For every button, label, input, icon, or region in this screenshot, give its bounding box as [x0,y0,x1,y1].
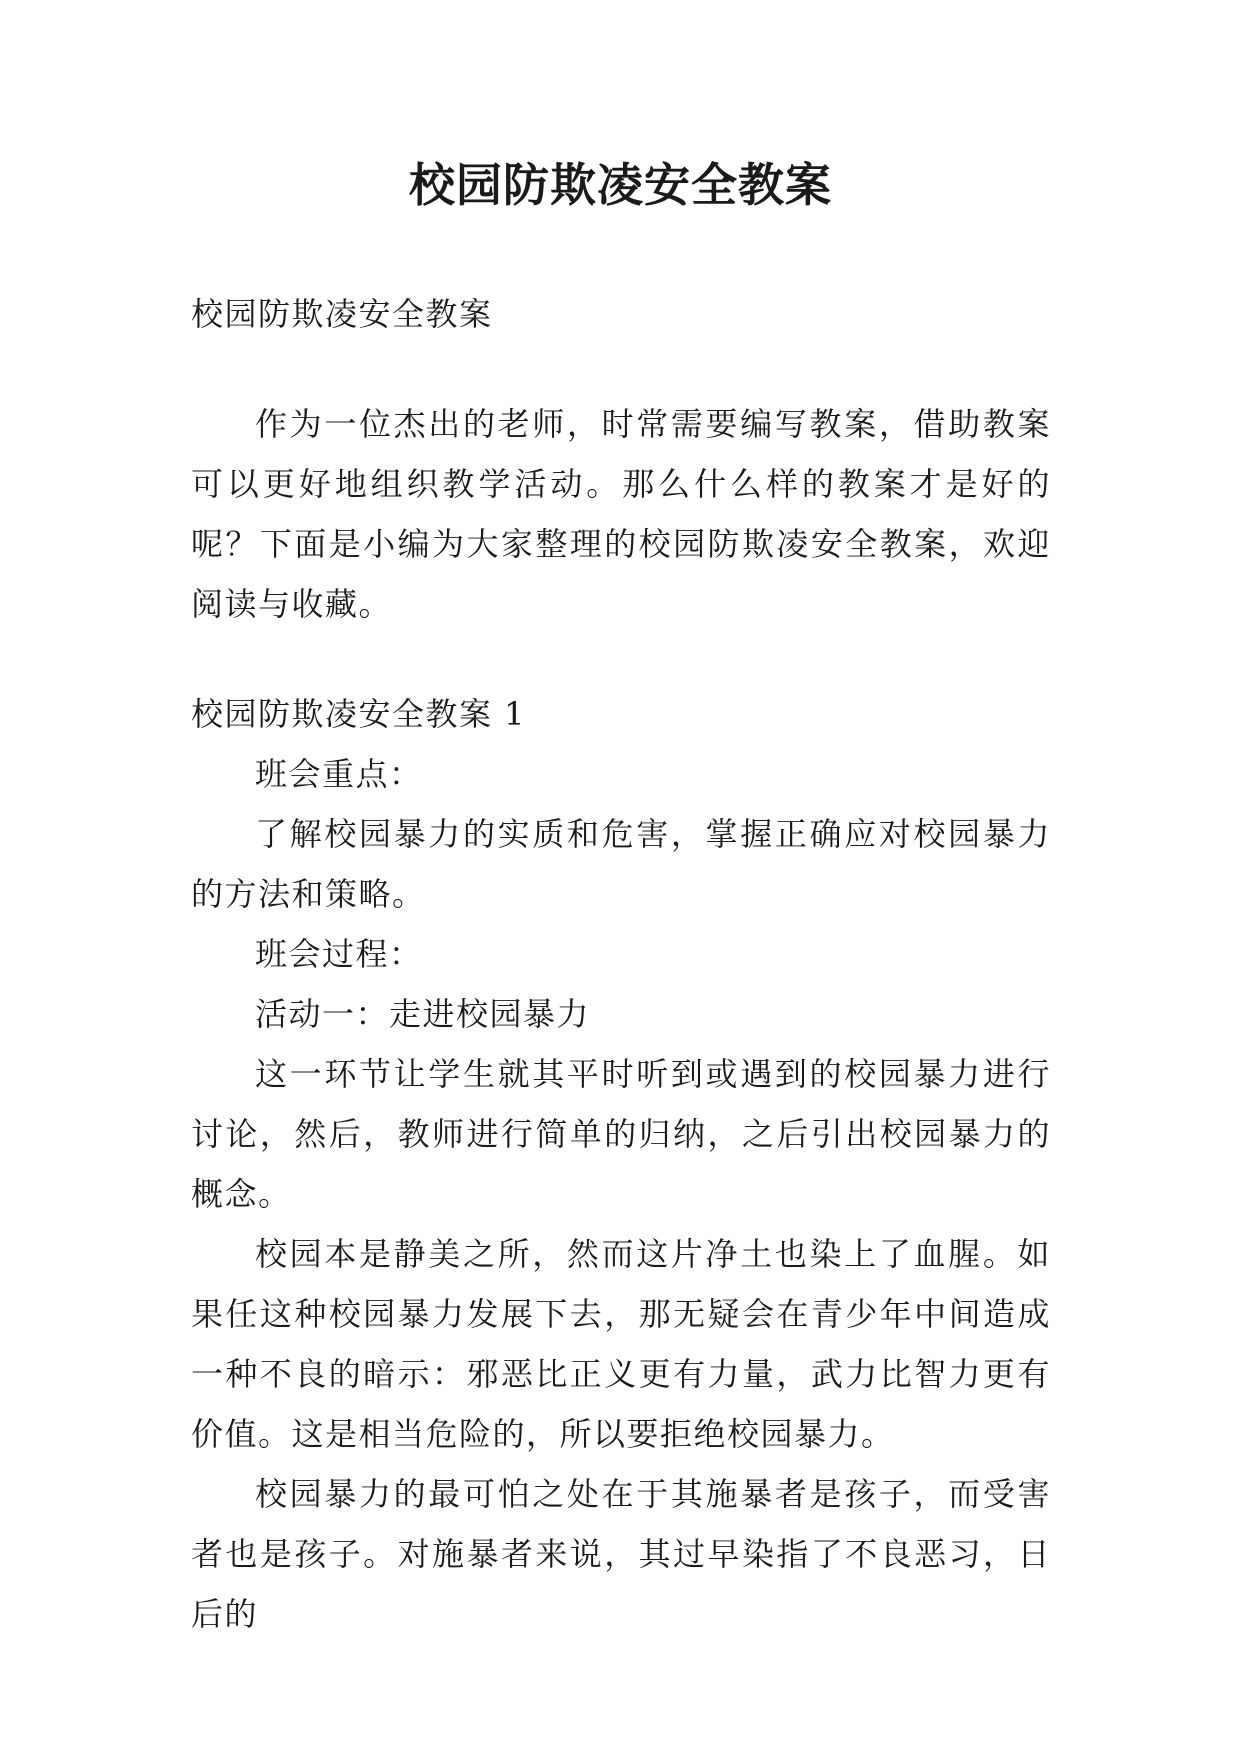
intro-paragraph: 作为一位杰出的老师，时常需要编写教案，借助教案可以更好地组织教学活动。那么什么样的教案才是好的呢？下面是小编为大家整理的校园防欺凌安全教案，欢迎阅读与收藏。 [191,405,1051,623]
subtitle-paragraph: 校园防欺凌安全教案 [191,295,493,333]
label-paragraph: 班会重点： [255,755,423,793]
body-paragraph: 了解校园暴力的实质和危害，掌握正确应对校园暴力的方法和策略。 [191,815,1051,913]
document-title: 校园防欺凌安全教案 [409,158,832,212]
body-paragraph: 这一环节让学生就其平时听到或遇到的校园暴力进行讨论，然后，教师进行简单的归纳，之后引出校园暴力的概念。 [191,1055,1051,1213]
body-paragraph: 校园暴力的最可怕之处在于其施暴者是孩子，而受害者也是孩子。对施暴者来说，其过早染指了不良恶习，日后的 [191,1475,1051,1633]
body-paragraph: 校园本是静美之所，然而这片净土也染上了血腥。如果任这种校园暴力发展下去，那无疑会在青少年中间造成一种不良的暗示：邪恶比正义更有力量，武力比智力更有价值。这是相当危险的，所以要拒绝校园暴力。 [191,1235,1051,1453]
label-paragraph: 班会过程： [255,935,423,973]
section-heading: 校园防欺凌安全教案 1 [191,695,527,733]
label-paragraph: 活动一：走进校园暴力 [255,995,591,1033]
document-body [191,284,1051,1644]
